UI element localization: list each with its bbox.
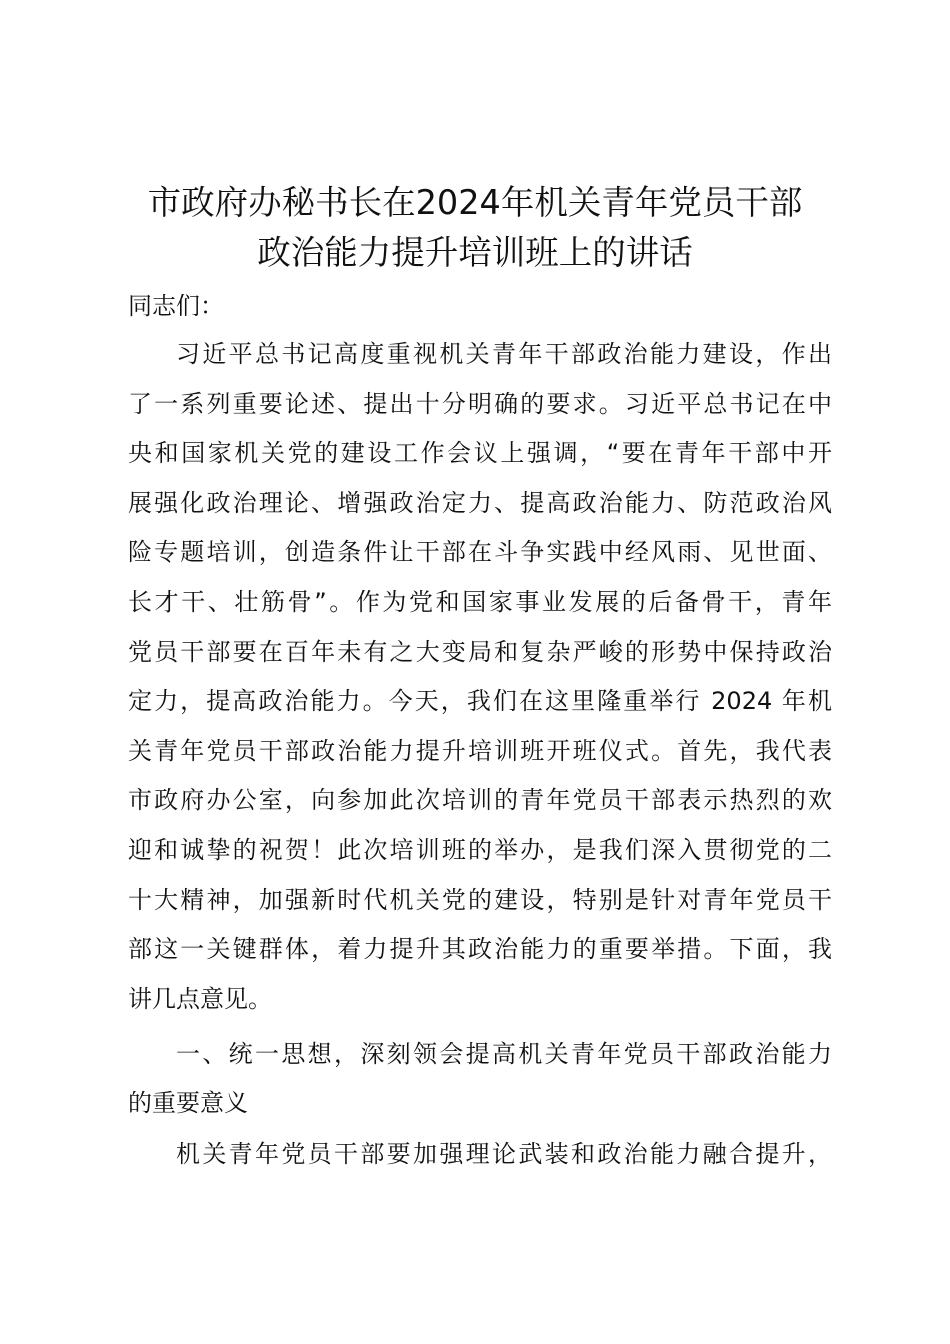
paragraph-1-line: 部这一关键群体，着力提升其政治能力的重要举措。下面，我 [128,935,832,963]
salutation: 同志们： [128,292,224,320]
paragraph-1-line: 长才干、壮筋骨”。作为党和国家事业发展的后备骨干，青年 [128,588,832,616]
paragraph-1-line: 关青年党员干部政治能力提升培训班开班仪式。首先，我代表 [128,737,832,765]
paragraph-1-line: 迎和诚挚的祝贺！此次培训班的举办，是我们深入贯彻党的二 [128,836,832,864]
document-title [120,178,830,278]
section-heading-line: 一、统一思想，深刻领会提高机关青年党员干部政治能力 [176,1040,832,1068]
paragraph-1-line: 讲几点意见。 [128,985,272,1013]
paragraph-2-line: 机关青年党员干部要加强理论武装和政治能力融合提升， [176,1140,832,1168]
paragraph-1-line: 央和国家机关党的建设工作会议上强调，“要在青年干部中开 [128,439,832,467]
paragraph-1-line: 险专题培训，创造条件让干部在斗争实践中经风雨、见世面、 [128,538,832,566]
paragraph-1-line: 党员干部要在百年未有之大变局和复杂严峻的形势中保持政治 [128,638,832,666]
paragraph-1-line: 定力，提高政治能力。今天，我们在这里隆重举行 2024 年机 [128,687,832,715]
paragraph-1-line: 习近平总书记高度重视机关青年干部政治能力建设，作出 [176,340,832,368]
section-heading-line: 的重要意义 [128,1089,248,1117]
title-line-1: 市政府办秘书长在2024年机关青年党员干部 [147,183,803,222]
paragraph-1-line: 展强化政治理论、增强政治定力、提高政治能力、防范政治风 [128,489,832,517]
paragraph-1-line: 市政府办公室，向参加此次培训的青年党员干部表示热烈的欢 [128,786,832,814]
paragraph-1-line: 了一系列重要论述、提出十分明确的要求。习近平总书记在中 [128,390,832,418]
title-line-2: 政治能力提升培训班上的讲话 [257,233,693,272]
paragraph-1-line: 十大精神，加强新时代机关党的建设，特别是针对青年党员干 [128,886,832,914]
